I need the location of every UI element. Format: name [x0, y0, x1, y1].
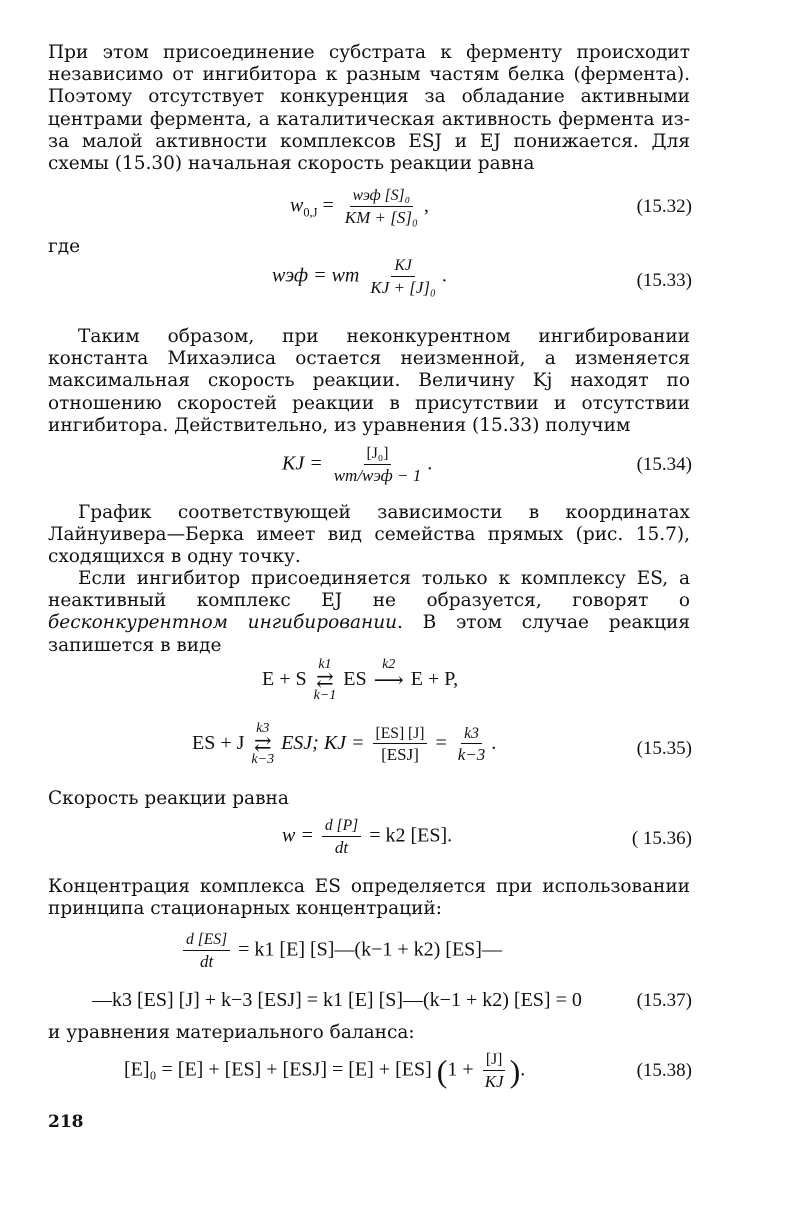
equation-15-38: [E]₀ = [E] + [ES] + [ESJ] = [E] + [ES] (1 + $\frac{[J]}{KJ}$ ).: [124, 1051, 526, 1091]
equation-number: ( 15.36): [631, 828, 692, 849]
rate-constant: k2: [382, 657, 396, 672]
equation-number: (15.38): [636, 1060, 692, 1081]
eq-tail: .: [441, 264, 447, 287]
equation-number: (15.34): [636, 454, 692, 475]
rate-constant-forward: k1: [318, 657, 332, 672]
fraction: [342, 188, 421, 226]
equation-number: (15.32): [636, 196, 692, 217]
fraction-numerator: KJ: [391, 258, 414, 277]
double-arrow-icon: ⇄: [253, 732, 272, 756]
fraction-denominator: dt: [199, 951, 214, 971]
eq-tail: .: [491, 731, 497, 754]
fraction: [322, 818, 361, 856]
eq-tail: .: [520, 1058, 526, 1081]
word-gde: где: [48, 236, 81, 257]
fraction-denominator: k−3: [457, 745, 486, 765]
rxn-left: ES + J: [192, 731, 245, 754]
rxn-mid: ES: [343, 667, 367, 690]
equation-number: (15.33): [636, 270, 692, 291]
fraction-numerator: [ES] [J]: [373, 726, 428, 745]
eq-one: 1 +: [447, 1058, 474, 1081]
fraction: [331, 446, 425, 484]
fraction-denominator: dt: [334, 837, 349, 857]
fraction: [367, 258, 439, 296]
forward-arrow: [374, 658, 404, 703]
eq-text: —k3 [ES] [J] + k−3 [ESJ] = k1 [E] [S]—(k−1 + k2) [ES] = 0: [92, 989, 582, 1011]
eq-tail: ,: [423, 194, 429, 217]
eq-tail: .: [427, 452, 433, 475]
right-arrow-icon: ⟶: [373, 668, 404, 692]
paragraph-rate: Скорость реакции равна: [48, 788, 289, 809]
rate-constant-reverse: k−1: [313, 687, 337, 703]
equation-15-37-line2: [92, 990, 582, 1010]
reaction-scheme: [262, 658, 458, 703]
paragraph-noncompetitive: Таким образом, при неконкурентном ингибировании константа Михаэлиса остается неизменной, а изменяется максимальная скорость реакции. Величину Kj находят по отношению скоростей реакции в присутствии и отсутствии ингибитора. Действительно, из уравнения (15.33) получим: [48, 326, 690, 436]
rate-constant-reverse: k−3: [251, 751, 275, 767]
fraction-numerator: k3: [461, 726, 482, 745]
fraction-denominator: KJ: [484, 1071, 504, 1091]
text-run: Если ингибитор присоединяется только к комплексу ES, а неактивный комплекс EJ не образуется, говорят о: [48, 568, 690, 612]
fraction: [373, 726, 428, 764]
italic-term: бесконкурентном ингибировании: [48, 612, 398, 634]
fraction-denominator: [ESJ]: [381, 745, 419, 765]
rate-constant-forward: k3: [256, 721, 270, 736]
fraction-numerator: d [ES]: [183, 932, 230, 951]
eq-lhs: [E]₀ = [E] + [ES] + [ESJ] = [E] + [ES]: [124, 1058, 432, 1081]
paragraph-uncompetitive: [48, 568, 690, 657]
fraction-numerator: d [P]: [322, 818, 361, 837]
rxn-left: E + S: [262, 667, 307, 690]
eq-rhs: = k2 [ES].: [369, 824, 453, 847]
eq-lhs: wэф = wm: [272, 264, 360, 287]
equation-15-32: $w_{0,J}$ = $\frac{\text{wэф [S]₀}}{\text{KM + [S]₀}}$ ,: [290, 187, 429, 227]
equation-15-35: ES + J k3 ⇄ k−3 ESJ; KJ = $\frac{[ES] [J]}{\text{[ESJ]}}$ = $\frac{k3}{k-3}$ .: [192, 721, 497, 767]
text-run: . В этом случае реакция запишется в виде: [48, 612, 691, 656]
paragraph-balance: и уравнения материального баланса:: [48, 1022, 415, 1043]
rxn-mid: ESJ; KJ =: [281, 731, 365, 754]
fraction-denominator: KM + [S]₀: [344, 207, 418, 227]
fraction-denominator: KJ + [J]₀: [370, 277, 436, 297]
eq-lhs: KJ =: [282, 452, 323, 475]
rxn-right: E + P,: [410, 667, 459, 690]
fraction: [183, 932, 230, 970]
equation-number: (15.37): [636, 990, 692, 1011]
fraction: [482, 1052, 507, 1090]
fraction-numerator: [J]: [483, 1052, 505, 1071]
equation-15-33: [272, 258, 447, 296]
equilibrium-arrow: [251, 722, 274, 767]
equation-15-34: [282, 446, 432, 484]
equilibrium-arrow: [314, 658, 337, 703]
equation-number: (15.35): [636, 738, 692, 759]
fraction-numerator: [J₀]: [364, 446, 392, 465]
fraction-numerator: wэф [S]₀: [350, 188, 413, 207]
eq-lhs-sub: 0,J: [303, 205, 318, 220]
eq-lhs: w: [290, 194, 304, 217]
double-arrow-icon: ⇄: [316, 668, 334, 692]
eq-rhs: = k1 [E] [S]—(k−1 + k2) [ES]—: [238, 938, 502, 961]
paragraph-steady-state: Концентрация комплекса ES определяется при использовании принципа стационарных концентраций:: [48, 876, 690, 920]
equation-15-36: [282, 818, 452, 856]
eq-lhs: w =: [282, 824, 314, 847]
paragraph-intro: При этом присоединение субстрата к ферменту происходит независимо от ингибитора к разным частям белка (фермента). Поэтому отсутствует конкуренция за обладание активными центрами фермента, а каталитическая активность фермента из-за малой активности комплексов ESJ и EJ понижается. Для схемы (15.30) начальная скорость реакции равна: [48, 42, 690, 175]
equation-15-37-line1: [180, 932, 502, 970]
fraction-denominator: wm/wэф − 1: [333, 465, 422, 485]
page-number: 218: [48, 1112, 84, 1132]
paragraph-graph: График соответствующей зависимости в координатах Лайнуивера—Берка имеет вид семейства прямых (рис. 15.7), сходящихся в одну точку.: [48, 502, 690, 568]
fraction: [455, 726, 489, 764]
